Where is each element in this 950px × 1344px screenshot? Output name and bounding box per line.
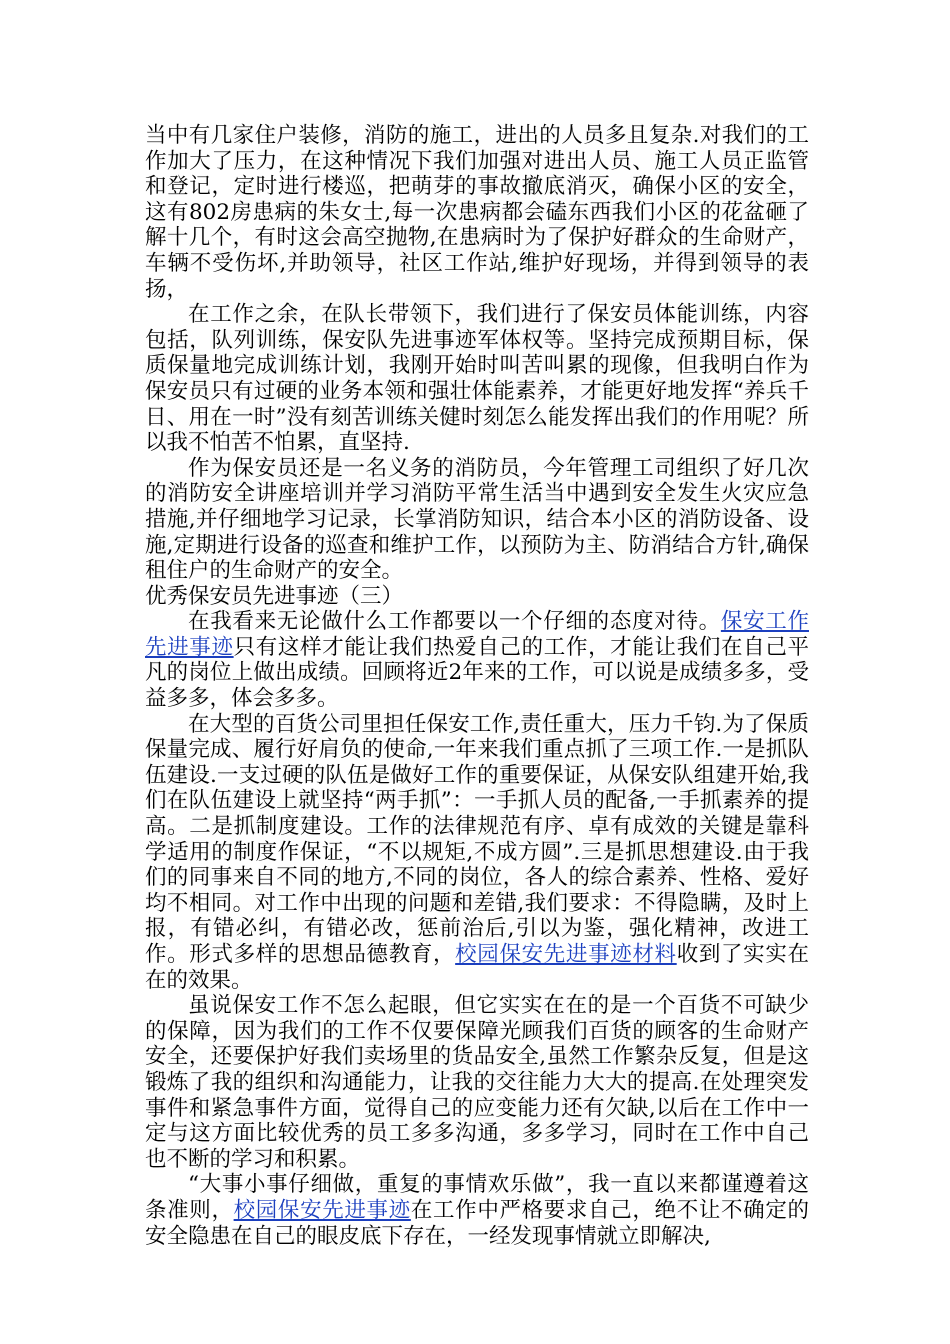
link-campus-security-deeds[interactable]: 校园保安先进事迹 [233, 1197, 411, 1223]
paragraph-3: 作为保安员还是一名义务的消防员，今年管理工司组织了好几次的消防安全讲座培训并学习消防平常生活当中遇到安全发生火灾应急措施,并仔细地学习记录，长掌消防知识，结合本小区的消防设备、设施,定期进行设备的巡查和维护工作，以预防为主、防消结合方针,确保租住户的生命财产的安全。 [145, 455, 809, 584]
paragraph-4-text-before: 在我看来无论做什么工作都要以一个仔细的态度对待。 [188, 609, 721, 635]
link-security-work-deeds[interactable]: 保安工作先进事迹 [145, 609, 809, 660]
document-page [145, 123, 809, 1249]
paragraph-5 [145, 712, 809, 994]
paragraph-2: 在工作之余，在队长带领下，我们进行了保安员体能训练，内容包括，队列训练，保安队先进事迹军体权等。坚持完成预期目标，保质保量地完成训练计划，我刚开始时叫苦叫累的现像，但我明白作为保安员只有过硬的业务本领和强壮体能素养，才能更好地发挥“养兵千日、用在一时”没有刻苦训练关健时刻怎么能发挥出我们的作用呢？所以我不怕苦不怕累，直坚持. [145, 302, 809, 456]
paragraph-1: 当中有几家住户装修，消防的施工，进出的人员多且复杂.对我们的工作加大了压力，在这种情况下我们加强对进出人员、施工人员正监管和登记，定时进行楼巡，把萌芽的事故撤底消灭，确保小区的安全，这有802房患病的朱女士,每一次患病都会磕东西我们小区的花盆砸了解十几个，有时这会高空抛物,在患病时为了保护好群众的生命财产，车辆不受伤坏,并助领导，社区工作站,维护好现场，并得到领导的表扬， [145, 123, 809, 302]
link-campus-security-deeds-material[interactable]: 校园保安先进事迹材料 [455, 942, 677, 967]
paragraph-4 [145, 609, 809, 711]
paragraph-7-text-after: 在工作中严格要求自己，绝不让不确定的安全隐患在自己的眼皮底下存在，一经发现事情就立即解决, [145, 1197, 809, 1249]
paragraph-5-text-after: 收到了实实在在的效果。 [145, 942, 809, 993]
paragraph-6: 虽说保安工作不怎么起眼，但它实实在在的是一个百货不可缺少的保障，因为我们的工作不仅要保障光顾我们百货的顾客的生命财产安全，还要保护好我们卖场里的货品安全,虽然工作繁杂反复，但是这锻炼了我的组织和沟通能力，让我的交往能力大大的提高.在处理突发事件和紧急事件方面，觉得自己的应变能力还有欠缺,以后在工作中一定与这方面比较优秀的员工多多沟通，多多学习，同时在工作中自己也不断的学习和积累。 [145, 993, 809, 1172]
paragraph-4-text-after: 只有这样才能让我们热爱自己的工作，才能让我们在自己平凡的岗位上做出成绩。回顾将近2年来的工作，可以说是成绩多多，受益多多，体会多多。 [145, 634, 809, 712]
section-heading: 优秀保安员先进事迹（三） [145, 583, 404, 609]
paragraph-7 [145, 1172, 809, 1249]
paragraph-7-text-before: “大事小事仔细做，重复的事情欢乐做”，我一直以来都谨遵着这条准则， [145, 1172, 809, 1223]
paragraph-5-text-before: 在大型的百货公司里担任保安工作,责任重大，压力千钧.为了保质保量完成、履行好肩负的使命,一年来我们重点抓了三项工作.一是抓队伍建设.一支过硬的队伍是做好工作的重要保证，从保安队组建开始,我们在队伍建设上就坚持“两手抓”：一手抓人员的配备,一手抓素养的提高。二是抓制度建设。工作的法律规范有序、卓有成效的关键是靠科学适用的制度作保证，“不以规矩,不成方圆”.三是抓思想建设.由于我们的同事来自不同的地方,不同的岗位，各人的综合素养、性格、爱好均不相同。对工作中出现的问题和差错,我们要求：不得隐瞒，及时上报，有错必纠，有错必改，惩前治后,引以为鉴，强化精神，改进工作。形式多样的思想品德教育， [145, 711, 809, 967]
